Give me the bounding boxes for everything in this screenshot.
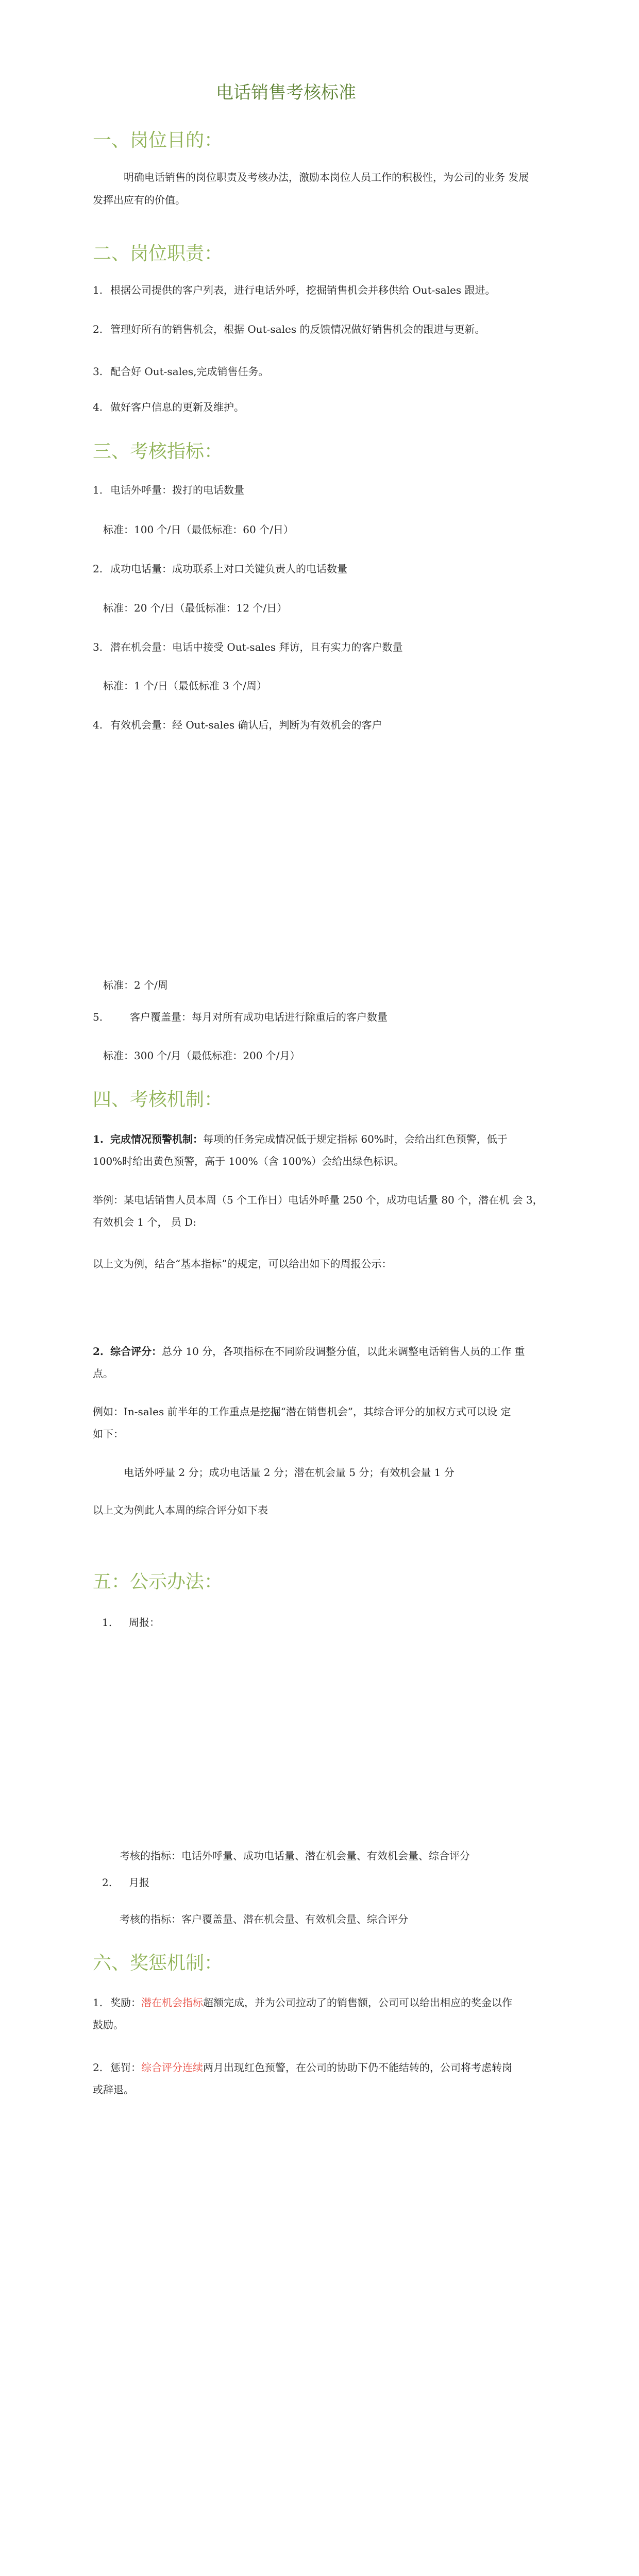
mechanism-num: 2. <box>93 1345 104 1358</box>
indicator-standard-1: 标准：100 个/日（最低标准：60 个/日） <box>103 523 294 536</box>
publish-item-2 <box>102 1871 149 1894</box>
reward-text: 超额完成，并为公司拉动了的销售额，公司可以给出相应的奖金以作 <box>203 1996 512 2009</box>
duty-text: 管理好所有的销售机会，根据 Out-sales 的反馈情况做好销售机会的跟进与更新。 <box>110 323 485 335</box>
indicator-text: 客户覆盖量：每月对所有成功电话进行除重后的客户数量 <box>130 1011 388 1023</box>
indicator-text: 潜在机会量：电话中接受 Out-sales 拜访，且有实力的客户数量 <box>110 641 403 653</box>
section-3-heading: 三、考核指标： <box>93 441 223 462</box>
publish-text: 月报 <box>129 1876 149 1889</box>
penalty-label: 惩罚： <box>110 2061 141 2074</box>
section-4-heading: 四、考核机制： <box>93 1089 223 1110</box>
indicator-num: 5. <box>93 1011 103 1023</box>
indicator-item-2 <box>93 557 347 580</box>
penalty-num: 2. <box>93 2061 103 2074</box>
indicator-item-3 <box>93 636 402 658</box>
weekly-report-indicators: 考核的指标：电话外呼量、成功电话量、潜在机会量、有效机会量、综合评分 <box>120 1850 470 1862</box>
penalty-text: 两月出现红色预警，在公司的协助下仍不能结转的，公司将考虑转岗 <box>203 2061 512 2074</box>
duty-item-4 <box>93 396 244 418</box>
reward-num: 1. <box>93 1996 103 2009</box>
section-5-heading: 五：公示办法： <box>93 1571 223 1592</box>
composite-score-line1 <box>93 1340 525 1363</box>
indicator-item-1 <box>93 479 244 501</box>
composite-score-line2: 点。 <box>93 1367 113 1380</box>
duty-item-1 <box>93 279 495 301</box>
indicator-text: 成功电话量：成功联系上对口关键负责人的电话数量 <box>110 563 347 575</box>
duty-num: 1. <box>93 284 103 296</box>
monthly-report-indicators: 考核的指标：客户覆盖量、潜在机会量、有效机会量、综合评分 <box>120 1913 408 1925</box>
reward-line1 <box>93 1991 512 2014</box>
publish-num: 1. <box>102 1616 112 1629</box>
duty-text: 配合好 Out-sales,完成销售任务。 <box>110 365 269 378</box>
indicator-standard-5: 标准：300 个/月（最低标准：200 个/月） <box>103 1049 300 1062</box>
penalty-highlight: 综合评分连续 <box>141 2061 203 2074</box>
section-1-body: 明确电话销售的岗位职责及考核办法，激励本岗位人员工作的积极性，为公司的业务 发展发挥出应有的价值。 <box>93 171 529 206</box>
reward-line2: 鼓励。 <box>93 2019 124 2031</box>
indicator-num: 1. <box>93 484 103 496</box>
duty-text: 做好客户信息的更新及维护。 <box>110 401 244 413</box>
indicator-text: 电话外呼量：拨打的电话数量 <box>110 484 244 496</box>
mechanism-text: 每项的任务完成情况低于规定指标 60%时，会给出红色预警，低于 <box>203 1133 508 1145</box>
warning-mechanism-line1 <box>93 1128 508 1150</box>
example2-line2: 如下： <box>93 1428 124 1440</box>
duty-item-2 <box>93 318 485 341</box>
indicator-num: 2. <box>93 563 103 575</box>
publish-num: 2. <box>102 1876 112 1889</box>
indicator-standard-3: 标准：1 个/日（最低标准 3 个/周） <box>103 680 267 692</box>
reward-label: 奖励： <box>110 1996 141 2009</box>
example-line1: 举例：某电话销售人员本周（5 个工作日）电话外呼量 250 个，成功电话量 80 个，潜在机 会 3， <box>93 1194 543 1206</box>
indicator-num: 3. <box>93 641 103 653</box>
weekly-report-intro: 以上文为例，结合“基本指标”的规定，可以给出如下的周报公示： <box>93 1258 392 1270</box>
penalty-line2: 或辞退。 <box>93 2083 134 2096</box>
duty-num: 4. <box>93 401 103 413</box>
duty-num: 3. <box>93 365 103 378</box>
indicator-item-5 <box>93 1006 388 1028</box>
indicator-num: 4. <box>93 719 103 731</box>
section-1-heading: 一、岗位目的： <box>93 130 223 151</box>
mechanism-title: 完成情况预警机制： <box>110 1133 203 1145</box>
section-6-heading: 六、奖惩机制： <box>93 1953 223 1974</box>
publish-item-1 <box>102 1611 160 1634</box>
score-table-intro: 以上文为例此人本周的综合评分如下表 <box>93 1504 268 1516</box>
publish-text: 周报： <box>129 1616 160 1629</box>
indicator-standard-2: 标准：20 个/日（最低标准：12 个/日） <box>103 602 288 614</box>
duty-item-3 <box>93 360 268 383</box>
duty-text: 根据公司提供的客户列表，进行电话外呼，挖掘销售机会并移供给 Out-sales 跟进。 <box>110 284 496 296</box>
example-line2: 有效机会 1 个， 员 D: <box>93 1216 196 1228</box>
reward-highlight: 潜在机会指标 <box>141 1996 203 2009</box>
mechanism-num: 1. <box>93 1133 104 1145</box>
duty-num: 2. <box>93 323 103 335</box>
indicator-item-4 <box>93 714 382 736</box>
example2-line1: 例如：In-sales 前半年的工作重点是挖掘“潜在销售机会”，其综合评分的加权方式可以设 定 <box>93 1405 511 1418</box>
penalty-line1 <box>93 2056 512 2079</box>
mechanism-title: 综合评分： <box>110 1345 162 1358</box>
mechanism-text: 总分 10 分，各项指标在不同阶段调整分值，以此来调整电话销售人员的工作 重 <box>162 1345 525 1358</box>
indicator-standard-4: 标准：2 个/周 <box>103 979 168 991</box>
indicator-text: 有效机会量：经 Out-sales 确认后，判断为有效机会的客户 <box>110 719 382 731</box>
weighting-formula: 电话外呼量 2 分；成功电话量 2 分；潜在机会量 5 分；有效机会量 1 分 <box>124 1466 455 1479</box>
warning-mechanism-line2: 100%时给出黄色预警，高于 100%（含 100%）会给出绿色标识。 <box>93 1155 405 1167</box>
page-title: 电话销售考核标准 <box>216 82 356 103</box>
section-2-heading: 二、岗位职责： <box>93 243 223 264</box>
